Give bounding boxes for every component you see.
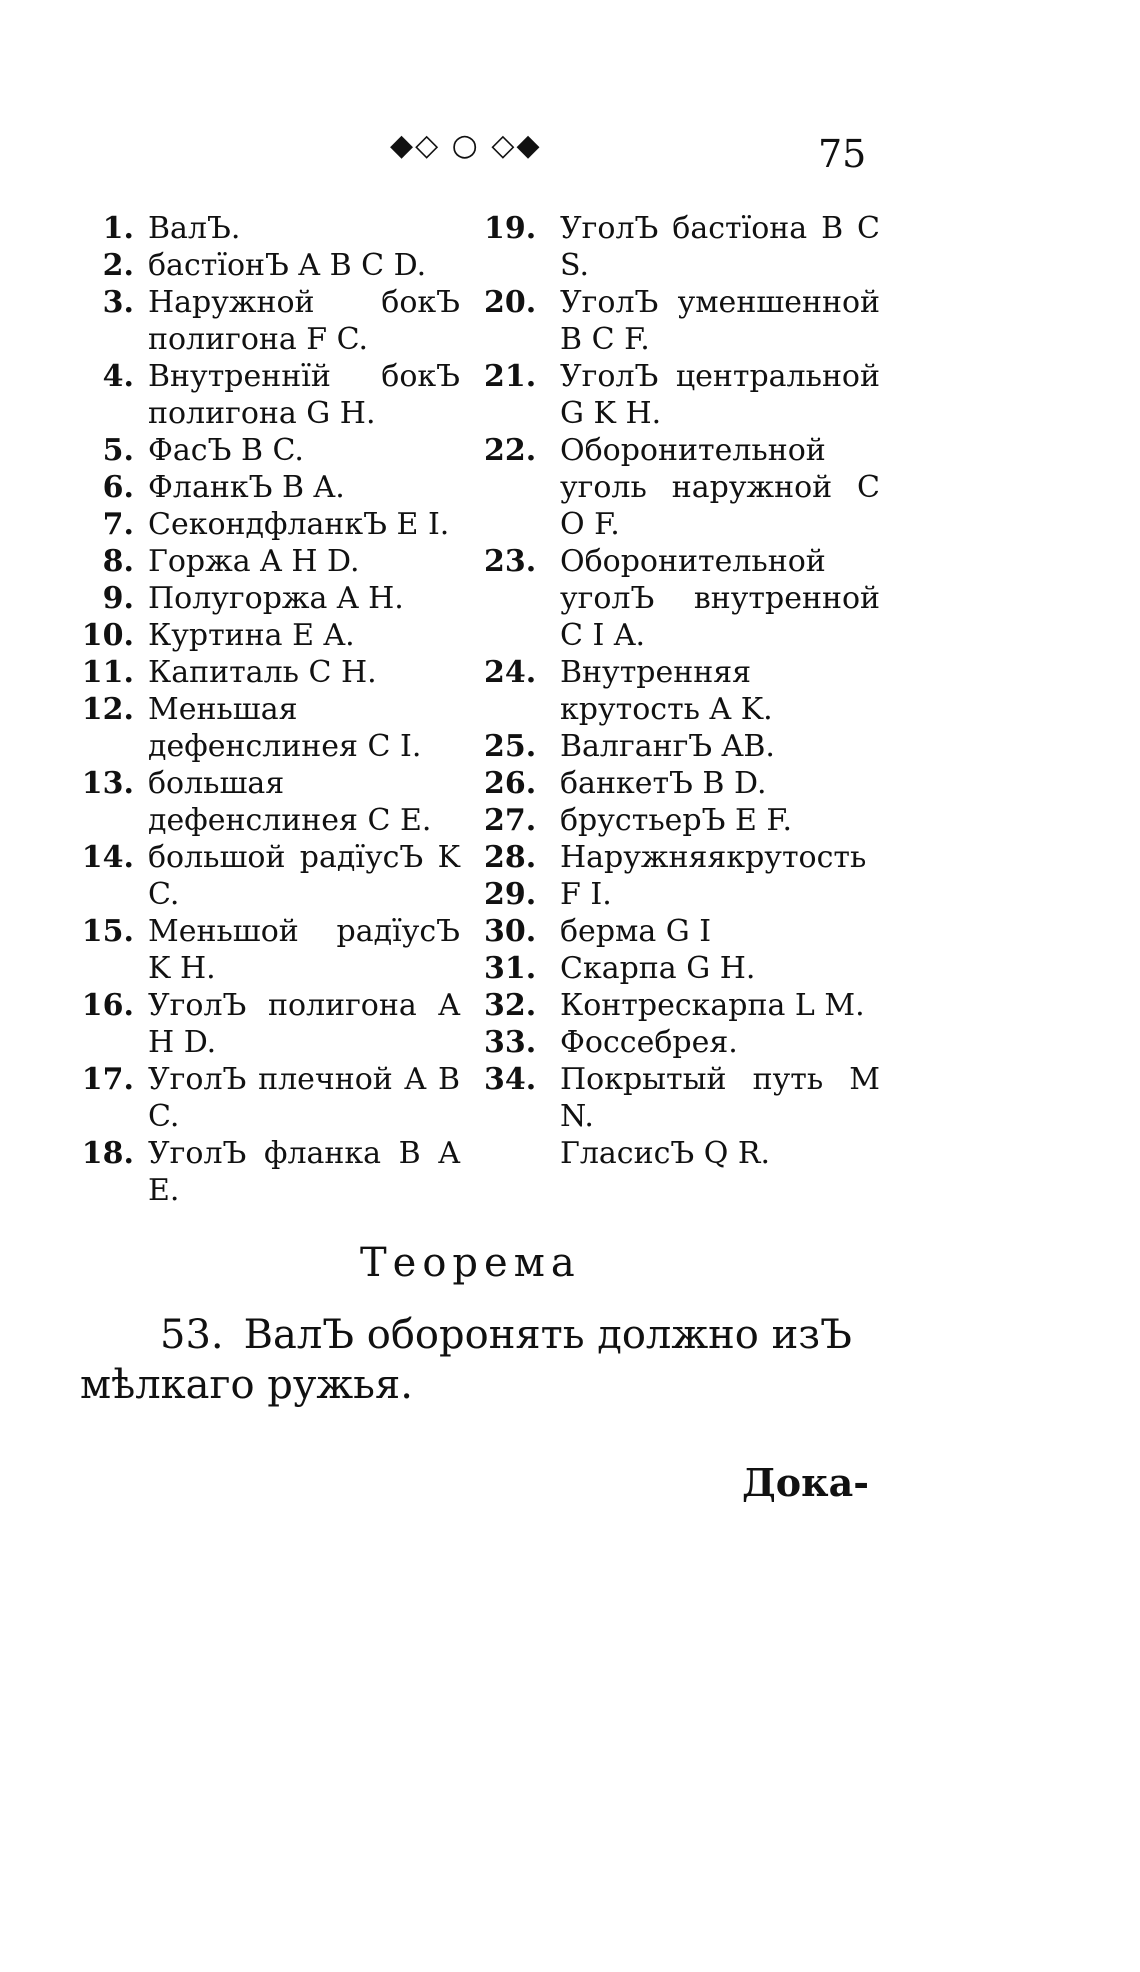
legend-entry [80, 469, 460, 506]
legend-entry [80, 913, 460, 987]
entry-number: 6. [102, 470, 134, 505]
entry-text: УголЪ плечной A B C. [148, 1062, 460, 1134]
entry-number: 16. [81, 988, 134, 1023]
entry-text: Меньшой радїусЪ K H. [148, 914, 460, 986]
entry-text: Покрытый путь M N. [560, 1062, 880, 1134]
entry-number: 33. [484, 1025, 537, 1060]
legend-entry [484, 765, 880, 802]
entry-text: Внутреннїй бокЪ полигона G H. [148, 359, 460, 431]
entry-text: банкетЪ B D. [560, 766, 767, 801]
entry-number: 17. [81, 1062, 134, 1097]
entry-text: Оборонительной уголЪ внутренной C I A. [560, 544, 880, 653]
legend-entry [484, 1135, 880, 1172]
entry-number: 24. [484, 655, 537, 690]
entry-number: 12. [81, 692, 134, 727]
entry-number: 28. [484, 840, 537, 875]
legend-entry [484, 654, 880, 728]
entry-number: 30. [484, 914, 537, 949]
legend-entry [484, 950, 880, 987]
entry-number: 18. [81, 1136, 134, 1171]
legend-entry [80, 358, 460, 432]
entry-number: 9. [102, 581, 134, 616]
legend-entry [484, 358, 880, 432]
entry-number: 21. [484, 359, 537, 394]
legend-entry [80, 1135, 460, 1209]
entry-text: ФасЪ B C. [148, 433, 304, 468]
entry-number: 14. [81, 840, 134, 875]
legend-entry [484, 728, 880, 765]
entry-text: брустьерЪ E F. [560, 803, 793, 838]
entry-text: УголЪ полигона A H D. [148, 988, 460, 1060]
entry-text: УголЪ фланка B A E. [148, 1136, 460, 1208]
entry-number: 5. [102, 433, 134, 468]
legend-entry [484, 543, 880, 654]
entry-number: 25. [484, 729, 537, 764]
legend-entry [80, 1061, 460, 1135]
entry-number: 8. [102, 544, 134, 579]
entry-text: УголЪ бастїона B C S. [560, 211, 880, 283]
entry-text: бастїонЪ A B C D. [148, 248, 427, 283]
entry-text: Оборонительной уголь наружной C O F. [560, 433, 880, 542]
entry-number: 15. [81, 914, 134, 949]
entry-text: ФланкЪ B A. [148, 470, 345, 505]
legend-entry [484, 284, 880, 358]
legend-entry [80, 284, 460, 358]
entry-text: большой радїусЪ K C. [148, 840, 460, 912]
legend-entry [484, 913, 880, 950]
legend-left-column [80, 210, 460, 1209]
entry-number: 3. [102, 285, 134, 320]
entry-number: 27. [484, 803, 537, 838]
legend-entry [80, 247, 460, 284]
entry-number: 7. [102, 507, 134, 542]
entry-number: 13. [81, 766, 134, 801]
theorem-text: ВалЪ оборонять должно изЪ мѣлкаго ружья. [80, 1312, 852, 1408]
entry-text: F I. [560, 877, 612, 912]
page-number: 75 [818, 132, 867, 176]
catchword: Дока- [742, 1460, 869, 1505]
legend-entry [80, 987, 460, 1061]
legend-entry [80, 617, 460, 654]
entry-text: Куртина E A. [148, 618, 355, 653]
legend-entry [80, 432, 460, 469]
legend-entry [80, 506, 460, 543]
entry-text: Меньшая дефенслинея C I. [148, 692, 422, 764]
entry-number: 22. [484, 433, 537, 468]
theorem-paragraph [80, 1310, 880, 1410]
entry-text: Скарпа G H. [560, 951, 756, 986]
legend-entry [80, 765, 460, 839]
entry-number: 23. [484, 544, 537, 579]
legend-entry [484, 839, 880, 876]
legend-entry [484, 987, 880, 1024]
entry-text: УголЪ уменшенной B C F. [560, 285, 880, 357]
legend-entry [80, 580, 460, 617]
entry-number: 29. [484, 877, 537, 912]
entry-text: Внутренняя крутость A K. [560, 655, 773, 727]
legend-entry [80, 543, 460, 580]
entry-text: ГласисЪ Q R. [560, 1136, 771, 1171]
legend-entry [484, 432, 880, 543]
entry-number: 1. [102, 211, 134, 246]
entry-number: 11. [81, 655, 134, 690]
entry-text: ВалЪ. [148, 211, 241, 246]
legend-entry [484, 1024, 880, 1061]
entry-number: 32. [484, 988, 537, 1023]
entry-number: 2. [102, 248, 134, 283]
entry-number: 4. [102, 359, 134, 394]
legend-right-column [484, 210, 880, 1172]
entry-text: УголЪ центральной G K H. [560, 359, 880, 431]
theorem-heading: Теорема [360, 1240, 581, 1286]
entry-text: Горжа A H D. [148, 544, 360, 579]
entry-number: 34. [484, 1062, 537, 1097]
legend-entry [80, 691, 460, 765]
entry-text: Наружняякрутость [560, 840, 867, 875]
entry-text: Наружной бокЪ полигона F C. [148, 285, 460, 357]
entry-number: 19. [484, 211, 537, 246]
entry-text: Контрескарпа L M. [560, 988, 865, 1023]
theorem-number: 53. [160, 1312, 224, 1358]
entry-text: Капиталь C H. [148, 655, 377, 690]
entry-text: ВалгангЪ AB. [560, 729, 775, 764]
entry-number: 26. [484, 766, 537, 801]
entry-text: большая дефенслинея C E. [148, 766, 432, 838]
entry-text: СекондфланкЪ E I. [148, 507, 450, 542]
legend-entry [484, 210, 880, 284]
legend-entry [80, 654, 460, 691]
entry-number: 20. [484, 285, 537, 320]
legend-entry [80, 210, 460, 247]
entry-text: берма G I [560, 914, 712, 949]
entry-text: Полугоржа A H. [148, 581, 404, 616]
entry-number: 31. [484, 951, 537, 986]
legend-entry [484, 876, 880, 913]
legend-entry [80, 839, 460, 913]
entry-number: 10. [81, 618, 134, 653]
legend-entry [484, 1061, 880, 1135]
entry-text: Фоссебрея. [560, 1025, 738, 1060]
entry-number [484, 1135, 560, 1172]
legend-entry [484, 802, 880, 839]
header-ornament: ◆◇ ○ ◇◆ [390, 128, 542, 163]
